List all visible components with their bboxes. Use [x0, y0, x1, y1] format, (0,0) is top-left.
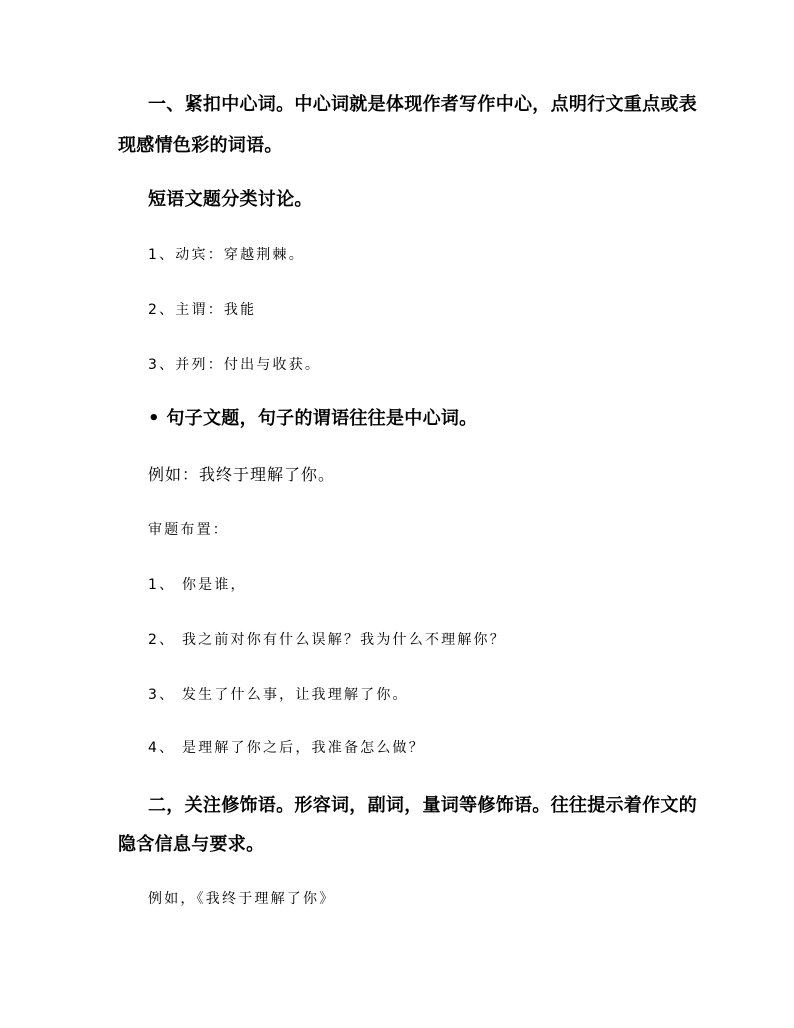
analysis-item-1: 1、 你是谁，: [148, 577, 247, 593]
section1-heading-line1: 一、紧扣中心词。中心词就是体现作者写作中心，点明行文重点或表: [148, 94, 697, 115]
section1-heading-line2: 现感情色彩的词语。: [118, 135, 283, 156]
section2-heading-line2: 隐含信息与要求。: [118, 834, 265, 855]
example-1: 例如：我终于理解了你。: [148, 465, 336, 484]
analysis-item-2: 2、 我之前对你有什么误解？我为什么不理解你？: [148, 632, 506, 648]
example-2: 例如，《我终于理解了你》: [148, 891, 336, 907]
section2-heading-line1: 二，关注修饰语。形容词，副词，量词等修饰语。往往提示着作文的: [148, 795, 697, 816]
analysis-heading: 审题布置：: [148, 522, 229, 538]
analysis-item-4: 4、 是理解了你之后，我准备怎么做？: [148, 740, 425, 756]
phrase-item-2: 2、主谓：我能: [148, 302, 257, 318]
phrase-item-3: 3、并列：付出与收获。: [148, 357, 322, 373]
analysis-item-3: 3、 发生了什么事，让我理解了你。: [148, 687, 409, 703]
phrase-heading: 短语文题分类讨论。: [148, 189, 313, 210]
sentence-heading: • 句子文题，句子的谓语往往是中心词。: [148, 408, 478, 429]
phrase-item-1: 1、动宾：穿越荆棘。: [148, 247, 305, 263]
